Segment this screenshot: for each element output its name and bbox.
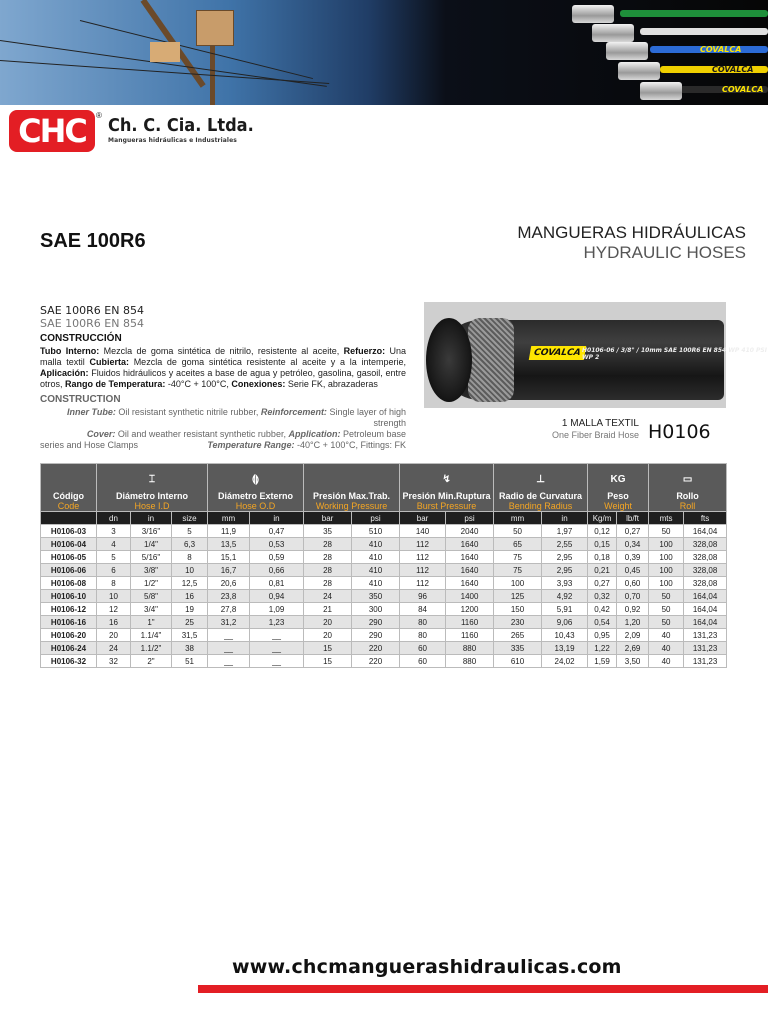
group-label-en: Hose I.D — [134, 501, 170, 511]
table-cell: 3,50 — [617, 655, 649, 668]
unit-header: Kg/m — [588, 512, 617, 525]
table-cell: 27,8 — [208, 603, 250, 616]
construction-text-es — [40, 346, 406, 390]
table-cell: 50 — [649, 525, 684, 538]
unit-header: size — [172, 512, 208, 525]
table-cell: 0,21 — [588, 564, 617, 577]
table-cell: 150 — [494, 603, 542, 616]
group-header — [400, 464, 494, 512]
product-code: H0106 — [648, 421, 711, 443]
table-cell: 112 — [400, 577, 446, 590]
table-cell: 50 — [649, 590, 684, 603]
table-cell: 1" — [131, 616, 172, 629]
bucket-truck-basket — [196, 10, 234, 46]
table-cell: 1640 — [446, 538, 494, 551]
group-header — [494, 464, 588, 512]
table-cell: 9,06 — [542, 616, 588, 629]
group-header — [97, 464, 208, 512]
table-cell: 75 — [494, 551, 542, 564]
table-cell: 164,04 — [684, 525, 727, 538]
table-cell: 75 — [494, 564, 542, 577]
table-cell: 25 — [172, 616, 208, 629]
table-cell: 3,93 — [542, 577, 588, 590]
unit-header: psi — [352, 512, 400, 525]
unit-header — [41, 512, 97, 525]
table-cell: 20 — [304, 629, 352, 642]
table-row — [41, 629, 727, 642]
group-header — [304, 464, 400, 512]
table-cell: 0,18 — [588, 551, 617, 564]
table-cell: 1640 — [446, 564, 494, 577]
table-cell: 1160 — [446, 616, 494, 629]
table-cell: 5/8" — [131, 590, 172, 603]
table-cell: 20,6 — [208, 577, 250, 590]
group-label-es: Presión Min.Ruptura — [402, 491, 491, 501]
category-title-en: HYDRAULIC HOSES — [583, 243, 746, 262]
hose-fitting — [618, 62, 660, 80]
table-cell: 100 — [494, 577, 542, 590]
category-title-es: MANGUERAS HIDRÁULICAS — [517, 223, 746, 242]
unit-header: dn — [97, 512, 131, 525]
row-code-cell: H0106-06 — [41, 564, 97, 577]
row-code-cell: H0106-03 — [41, 525, 97, 538]
label: Application: — [288, 429, 341, 439]
text: Fluidos hidráulicos y aceites a base de agua y petróleo, gasolina, gasoil, entre otros, — [40, 368, 406, 389]
table-cell: 0,94 — [250, 590, 304, 603]
table-cell: 1,09 — [250, 603, 304, 616]
table-unit-header — [41, 512, 727, 525]
table-cell: 0,92 — [617, 603, 649, 616]
table-cell: 335 — [494, 642, 542, 655]
table-cell: 65 — [494, 538, 542, 551]
hose-brand-tag: COVALCA — [722, 85, 764, 94]
construction-text-en-tail: series and Hose Clamps — [40, 440, 139, 450]
table-cell: 265 — [494, 629, 542, 642]
table-cell: 31,5 — [172, 629, 208, 642]
unit-header: lb/ft — [617, 512, 649, 525]
table-cell: 300 — [352, 603, 400, 616]
table-cell: 164,04 — [684, 616, 727, 629]
table-cell: 290 — [352, 616, 400, 629]
group-header — [649, 464, 727, 512]
group-icon: ⊥ — [536, 474, 545, 485]
row-code-cell: H0106-05 — [41, 551, 97, 564]
logo-text: CHC — [18, 112, 86, 150]
table-cell: 16,7 — [208, 564, 250, 577]
table-cell: __ — [250, 642, 304, 655]
table-cell: 40 — [649, 629, 684, 642]
table-cell: 1,97 — [542, 525, 588, 538]
table-cell: 28 — [304, 538, 352, 551]
table-cell: 1,59 — [588, 655, 617, 668]
hose-fitting — [606, 42, 648, 60]
table-cell: 51 — [172, 655, 208, 668]
table-cell: 880 — [446, 642, 494, 655]
table-cell: 410 — [352, 538, 400, 551]
text: Serie FK, abrazaderas — [285, 379, 378, 389]
table-cell: 0,81 — [250, 577, 304, 590]
table-cell: 15,1 — [208, 551, 250, 564]
table-cell: 125 — [494, 590, 542, 603]
table-cell: 328,08 — [684, 577, 727, 590]
label: Conexiones: — [231, 379, 286, 389]
row-code-cell: H0106-12 — [41, 603, 97, 616]
text: Oil and weather resistant synthetic rubber, — [115, 429, 289, 439]
table-cell: 112 — [400, 564, 446, 577]
text: Oil resistant synthetic nitrile rubber, — [115, 407, 261, 417]
table-cell: 131,23 — [684, 655, 727, 668]
table-cell: 13,5 — [208, 538, 250, 551]
table-cell: 8 — [97, 577, 131, 590]
table-cell: __ — [250, 629, 304, 642]
page-title: SAE 100R6 — [40, 230, 146, 252]
unit-header: mts — [649, 512, 684, 525]
table-cell: 20 — [304, 616, 352, 629]
table-cell: 100 — [649, 538, 684, 551]
table-cell: 0,34 — [617, 538, 649, 551]
table-cell: 112 — [400, 551, 446, 564]
group-icon: ⌶ — [149, 474, 156, 485]
label: Refuerzo: — [343, 346, 386, 356]
group-label-en: Working Pressure — [315, 501, 388, 511]
table-cell: 84 — [400, 603, 446, 616]
table-cell: 6,3 — [172, 538, 208, 551]
table-cell: 1200 — [446, 603, 494, 616]
table-cell: 410 — [352, 577, 400, 590]
table-row — [41, 590, 727, 603]
table-row — [41, 577, 727, 590]
label: Reinforcement: — [260, 407, 327, 417]
table-cell: 40 — [649, 655, 684, 668]
table-cell: 38 — [172, 642, 208, 655]
table-cell: 880 — [446, 655, 494, 668]
table-cell: 12,5 — [172, 577, 208, 590]
table-cell: 131,23 — [684, 642, 727, 655]
table-cell: 100 — [649, 564, 684, 577]
section-heading-es: CONSTRUCCIÓN — [40, 333, 122, 344]
table-cell: 35 — [304, 525, 352, 538]
table-cell: 2,95 — [542, 551, 588, 564]
standard-es: SAE 100R6 EN 854 — [40, 304, 144, 317]
text: Mezcla de goma sintética resistente al aceite y a la intemperie, — [128, 357, 406, 367]
hose-green — [620, 10, 768, 17]
unit-header: fts — [684, 512, 727, 525]
table-cell: 1,20 — [617, 616, 649, 629]
table-cell: 50 — [494, 525, 542, 538]
table-cell: 100 — [649, 577, 684, 590]
row-code-cell: H0106-08 — [41, 577, 97, 590]
table-cell: 10 — [172, 564, 208, 577]
group-icon: KG — [610, 474, 626, 485]
table-row — [41, 551, 727, 564]
footer-accent-bar — [198, 985, 768, 993]
unit-header: psi — [446, 512, 494, 525]
label: Cover: — [86, 429, 116, 439]
unit-header: in — [542, 512, 588, 525]
group-label-en: Weight — [604, 501, 632, 511]
hose-fitting — [592, 24, 634, 42]
unit-header: bar — [304, 512, 352, 525]
text: Una malla textil — [40, 346, 406, 367]
table-row — [41, 616, 727, 629]
table-row — [41, 655, 727, 668]
unit-header: mm — [208, 512, 250, 525]
label: Inner Tube: — [67, 407, 116, 417]
table-cell: __ — [250, 655, 304, 668]
label: Temperature Range: — [207, 440, 295, 450]
row-code-cell: H0106-10 — [41, 590, 97, 603]
group-icon: ↯ — [442, 474, 451, 485]
table-cell: 8 — [172, 551, 208, 564]
table-cell: 1400 — [446, 590, 494, 603]
table-cell: 0,27 — [588, 577, 617, 590]
table-cell: 410 — [352, 551, 400, 564]
table-cell: 5,91 — [542, 603, 588, 616]
table-body — [41, 525, 727, 668]
table-cell: 80 — [400, 629, 446, 642]
table-cell: 0,95 — [588, 629, 617, 642]
table-cell: __ — [208, 655, 250, 668]
table-cell: 610 — [494, 655, 542, 668]
table-cell: 328,08 — [684, 564, 727, 577]
table-cell: 40 — [649, 642, 684, 655]
text: Petroleum base — [340, 429, 406, 439]
label: Rango de Temperatura: — [65, 379, 166, 389]
bucket-truck-basket — [150, 42, 180, 62]
table-row — [41, 564, 727, 577]
section-heading-en: CONSTRUCTION — [40, 394, 121, 405]
registered-mark: ® — [96, 111, 102, 120]
table-row — [41, 538, 727, 551]
table-cell: 220 — [352, 642, 400, 655]
hose-braid — [468, 318, 514, 402]
hose-brand-label: COVALCA — [529, 346, 586, 360]
table-cell: 3/4" — [131, 603, 172, 616]
table-cell: 0,45 — [617, 564, 649, 577]
label: Cubierta: — [89, 357, 129, 367]
table-cell: 0,54 — [588, 616, 617, 629]
table-cell: 13,19 — [542, 642, 588, 655]
table-cell: 1/4" — [131, 538, 172, 551]
table-cell: 96 — [400, 590, 446, 603]
table-cell: 0,47 — [250, 525, 304, 538]
group-label-es: Presión Max.Trab. — [313, 491, 391, 501]
table-cell: 80 — [400, 616, 446, 629]
table-cell: 3 — [97, 525, 131, 538]
table-cell: 2040 — [446, 525, 494, 538]
table-cell: 23,8 — [208, 590, 250, 603]
table-cell: 510 — [352, 525, 400, 538]
table-row — [41, 603, 727, 616]
table-cell: 28 — [304, 551, 352, 564]
table-cell: 1.1/2" — [131, 642, 172, 655]
table-row — [41, 525, 727, 538]
group-label-en: Bending Radius — [508, 501, 573, 511]
table-cell: 60 — [400, 642, 446, 655]
website-url[interactable]: www.chcmanguerashidraulicas.com — [232, 956, 622, 978]
row-code-cell: H0106-24 — [41, 642, 97, 655]
table-cell: 60 — [400, 655, 446, 668]
table-cell: 3/8" — [131, 564, 172, 577]
group-header — [41, 464, 97, 512]
row-code-cell: H0106-20 — [41, 629, 97, 642]
table-cell: 0,42 — [588, 603, 617, 616]
table-cell: 12 — [97, 603, 131, 616]
hose-fitting — [572, 5, 614, 23]
table-cell: 2,09 — [617, 629, 649, 642]
table-cell: 112 — [400, 538, 446, 551]
group-icon: ⟬⟭ — [251, 474, 260, 485]
group-label-es: Rollo — [676, 491, 699, 501]
table-cell: 50 — [649, 603, 684, 616]
table-cell: 1160 — [446, 629, 494, 642]
table-cell: __ — [208, 642, 250, 655]
group-label-en: Burst Pressure — [416, 501, 477, 511]
company-name: Ch. C. Cia. Ltda. — [108, 115, 254, 136]
table-cell: 410 — [352, 564, 400, 577]
table-row — [41, 642, 727, 655]
table-cell: __ — [208, 629, 250, 642]
table-cell: 31,2 — [208, 616, 250, 629]
table-cell: 1640 — [446, 551, 494, 564]
table-cell: 328,08 — [684, 551, 727, 564]
table-cell: 28 — [304, 564, 352, 577]
table-cell: 0,59 — [250, 551, 304, 564]
table-cell: 32 — [97, 655, 131, 668]
row-code-cell: H0106-16 — [41, 616, 97, 629]
label: Tubo Interno: — [40, 346, 100, 356]
hose-printing: H0106-06 / 3/8" / 10mm SAE 100R6 EN 854 WP 410 PSI WP 2 — [582, 347, 767, 361]
table-cell: 15 — [304, 642, 352, 655]
table-cell: 6 — [97, 564, 131, 577]
group-label-es: Código — [53, 491, 84, 501]
table-cell: 0,12 — [588, 525, 617, 538]
table-cell: 2" — [131, 655, 172, 668]
braid-type-en: One Fiber Braid Hose — [551, 430, 639, 440]
unit-header: bar — [400, 512, 446, 525]
company-subtitle: Mangueras hidráulicas e Industriales — [108, 137, 237, 144]
unit-header: mm — [494, 512, 542, 525]
table-cell: 0,66 — [250, 564, 304, 577]
table-cell: 220 — [352, 655, 400, 668]
table-cell: 11,9 — [208, 525, 250, 538]
table-cell: 0,60 — [617, 577, 649, 590]
table-cell: 1,22 — [588, 642, 617, 655]
table-cell: 3/16" — [131, 525, 172, 538]
table-cell: 16 — [172, 590, 208, 603]
table-cell: 0,53 — [250, 538, 304, 551]
table-cell: 1.1/4" — [131, 629, 172, 642]
header-banner — [0, 0, 768, 105]
table-cell: 2,95 — [542, 564, 588, 577]
chc-logo — [9, 110, 95, 152]
table-cell: 28 — [304, 577, 352, 590]
specifications-table — [40, 463, 727, 668]
table-cell: 0,32 — [588, 590, 617, 603]
table-cell: 21 — [304, 603, 352, 616]
group-label-es: Radio de Curvatura — [499, 491, 583, 501]
group-label-es: Diámetro Interno — [116, 491, 189, 501]
table-cell: 5/16" — [131, 551, 172, 564]
table-cell: 140 — [400, 525, 446, 538]
table-cell: 5 — [172, 525, 208, 538]
row-code-cell: H0106-32 — [41, 655, 97, 668]
table-cell: 328,08 — [684, 538, 727, 551]
table-cell: 290 — [352, 629, 400, 642]
table-cell: 1,23 — [250, 616, 304, 629]
table-cell: 164,04 — [684, 603, 727, 616]
table-cell: 24 — [304, 590, 352, 603]
table-cell: 50 — [649, 616, 684, 629]
table-cell: 10,43 — [542, 629, 588, 642]
label: Aplicación: — [40, 368, 89, 378]
table-cell: 24 — [97, 642, 131, 655]
table-cell: 0,15 — [588, 538, 617, 551]
hose-end — [426, 318, 472, 402]
row-code-cell: H0106-04 — [41, 538, 97, 551]
hose-brand-tag: COVALCA — [700, 45, 742, 54]
table-cell: 16 — [97, 616, 131, 629]
text: -40°C + 100°C, — [165, 379, 232, 389]
table-cell: 131,23 — [684, 629, 727, 642]
table-cell: 5 — [97, 551, 131, 564]
table-cell: 24,02 — [542, 655, 588, 668]
table-cell: 15 — [304, 655, 352, 668]
braid-type-es: 1 MALLA TEXTIL — [561, 418, 639, 429]
unit-header: in — [131, 512, 172, 525]
table-cell: 0,70 — [617, 590, 649, 603]
table-cell: 10 — [97, 590, 131, 603]
table-cell: 1/2" — [131, 577, 172, 590]
table-cell: 230 — [494, 616, 542, 629]
group-label-es: Peso — [607, 491, 629, 501]
table-cell: 0,27 — [617, 525, 649, 538]
hose-white — [640, 28, 768, 35]
table-cell: 164,04 — [684, 590, 727, 603]
text: -40°C + 100°C, Fittings: FK — [294, 440, 406, 450]
table-cell: 20 — [97, 629, 131, 642]
table-cell: 4,92 — [542, 590, 588, 603]
group-label-es: Diámetro Externo — [218, 491, 294, 501]
table-group-header — [41, 464, 727, 512]
table-cell: 4 — [97, 538, 131, 551]
table-cell: 350 — [352, 590, 400, 603]
hose-fitting — [640, 82, 682, 100]
text: Single layer of high strength — [326, 407, 406, 428]
group-label-en: Code — [57, 501, 80, 511]
text: Mezcla de goma sintética de nitrilo, resistente al aceite, — [99, 346, 344, 356]
table-cell: 2,69 — [617, 642, 649, 655]
table-cell: 100 — [649, 551, 684, 564]
group-header — [588, 464, 649, 512]
group-icon: ▭ — [682, 474, 693, 485]
unit-header: in — [250, 512, 304, 525]
table-cell: 0,39 — [617, 551, 649, 564]
hose-brand-tag: COVALCA — [712, 65, 754, 74]
group-label-en: Roll — [679, 501, 696, 511]
standard-en: SAE 100R6 EN 854 — [40, 317, 144, 330]
group-header — [208, 464, 304, 512]
table-cell: 1640 — [446, 577, 494, 590]
table-cell: 2,55 — [542, 538, 588, 551]
table-cell: 19 — [172, 603, 208, 616]
group-label-en: Hose O.D — [235, 501, 276, 511]
